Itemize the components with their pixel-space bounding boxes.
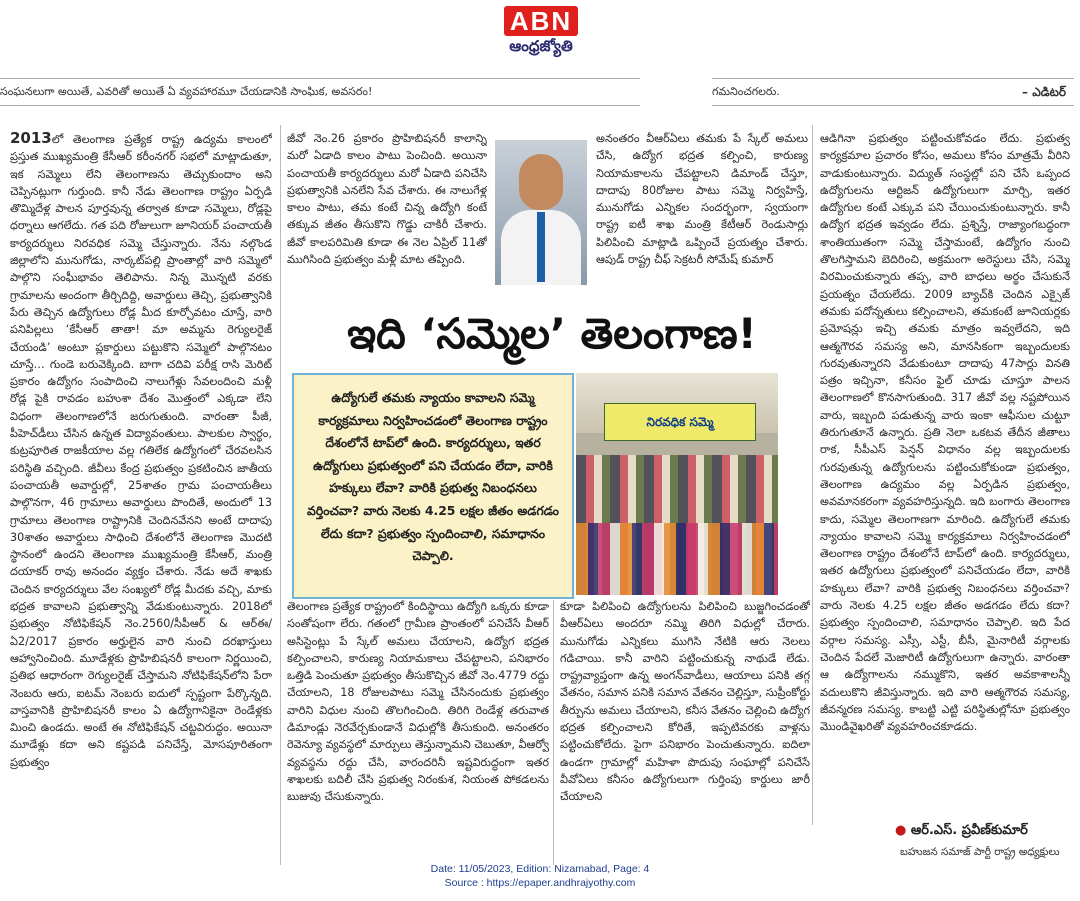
column-2-top-text: జీవో నెం.26 ప్రకారం ప్రొహిబిషనరీ కాలాన్ని మరో ఏడాది కాలం పాటు పెంచింది. అయినా పంచాయతీ కార్యదర్శులు మరో ఏడాది పనిచేసి ప్రభుత్వానికి ఎనలేని సేవ చేశారు. ఈ నాలుగేళ్ల కాలం పాటు, తమ కంటే చిన్న ఉద్యోగి కంటే తక్కువ జీతం తీసుకొని గొడ్డు చాకిరీ చేశారు. జీవో కాలపరిమితి కూడా ఈ నెల ఏప్రిల్ 11తో ముగిసింది ప్రభుత్వం మళ్లీ మాట తప్పింది. xyxy=(287,132,487,267)
strip-right-text: గమనించగలరు. xyxy=(712,85,780,98)
article-column-2-bottom xyxy=(287,598,549,866)
editor-label: – ఎడిటర్ xyxy=(1022,85,1066,99)
page-footer xyxy=(380,862,700,890)
article-column-4 xyxy=(820,130,1070,810)
author-byline xyxy=(895,823,1075,841)
pullquote-box xyxy=(292,373,574,599)
footer-source: Source : https://epaper.andhrajyothy.com xyxy=(444,877,636,889)
abn-logo xyxy=(495,6,587,66)
article-column-1 xyxy=(10,130,272,862)
column-4-text: ఆడిగినా ప్రభుత్వం పట్టించుకోవడం లేదు. ప్రభుత్వ కార్యక్రమాల ప్రచారం కోసం, అమలు కోసం మాత్రమే వీరిని వాడుకుంటున్నారు. విద్యుత్ సంస్థల్లో పని చేసే ఒప్పంద ఉద్యోగులను ఆర్టిజన్ ఉద్యోగులుగా మార్చి, ఇతర ఉద్యోగుల కంటే ఎక్కువ పని చేయించుకుంటున్నారు. కానీ ఉద్యోగ భద్రత ఇవ్వడం లేదు. ప్రశ్నిస్తే, రాజ్యాంగబద్ధంగా శాంతియుతంగా సమ్మె చేస్తామంటే, ఉద్యోగం నుంచి తొలగిస్తామని బెదిరించి, అక్రమంగా అరెస్టులు చేసి, సమ్మె విరమించుకున్నారు తప్ప, వారి బాధలు అర్థం చేసుకునే ప్రయత్నం చేయలేదు. 2009 బ్యాచ్‌కి చెందిన ఎక్సైజ్ తమకు పదోన్నతులు కల్పించాలని, తమకంటే జూనియర్లకు ప్రమోషన్లు ఇచ్చి తమకు మాత్రం ఇవ్వలేదని, ఇది ఆత్మగౌరవ సమస్య అని, మానసికంగా ఇబ్బందులకు గురవుతున్నారని వేడుకుంటూ దాదాపు 47సార్లు వినతి పత్రం ఇచ్చినా, కనీసం ఫైల్ చూడు చూస్తూ పాలన తెలంగాణలో కొనసాగుతుంది. 317 జీవో వల్ల నష్టపోయిన వారు, ఇబ్బంది పడుతున్న వారు ఇంకా ఆఫీసుల చుట్టూ తిరుగుతూనే ఉన్నారు. ప్రతి నెలా ఒకటవ తేదీన జీతాలు రాక, సీపీఎస్ పెన్షన్ విధానం వల్ల ఇబ్బందులకు గురవుతున్న ఉద్యోగులను పట్టించుకోకుండా ప్రభుత్వం, తెలంగాణ ఉద్యమం వల్ల ఏర్పడిన ప్రభుత్వం, అవమానకరంగా వ్యవహరిస్తున్నది. ఇది బంగారు తెలంగాణ కాదు, సమ్మెల తెలంగాణగా మారింది. ఉద్యోగులే తమకు న్యాయం కావాలని సమ్మె కార్యక్రమాలు నిర్వహించడంలో తెలంగాణ రాష్ట్రం దేశంలోనే టాప్‌లో ఉంది. కార్యదర్శులు, ఇతర ఉద్యోగులు ప్రభుత్వంలో పనిచేయడం లేదా, వారికి హక్కులు లేవా? వారికి ప్రభుత్వ నిబంధనలు వర్తించవా? వారు నెలకు 4.25 లక్షల జీతం అడగడం లేదు కదా? ప్రభుత్వం స్పందించాలి, సమాధానం చెప్పాలి. ఇది పేద వర్గాల సమస్య. ఎస్సీ, ఎస్టీ, బీసీ, మైనారిటీ వర్గాలకు చెందిన పేదలే మెజారిటీ ఉద్యోగులుగా ఉన్నారు. వారంతా ఆ ఉద్యోగాలను నమ్ముకొని, ఇతర అవకాశాలన్నీ వదులుకొని జీవిస్తున్నారు. ఇది వారి ఆత్మగౌరవ సమస్య, జీవన్మరణ సమస్య. కాబట్టి ఎట్టి పరిస్థితుల్లోనూ ప్రభుత్వం మొండివైఖరితో వ్యవహరించకూడదు. xyxy=(820,132,1070,734)
brand-name: ఆంధ్రజ్యోతి xyxy=(509,37,573,55)
article-column-3-bottom xyxy=(560,598,810,866)
logo-text: ABN xyxy=(504,6,578,36)
lead-year: 2013 xyxy=(10,130,52,147)
top-strip-left: సంఘనలుగా అయితే, ఎవరితో అయితే ఏ వ్యవహారమూ చేయడానికి సాంఘిక, అవసరం! xyxy=(0,78,640,106)
pullquote-text: ఉద్యోగులే తమకు న్యాయం కావాలని సమ్మె కార్యక్రమాలు నిర్వహించడంలో తెలంగాణ రాష్ట్రం దేశంలోనే టాప్‌లో ఉంది. కార్యదర్శులు, ఇతర ఉద్యోగులు ప్రభుత్వంలో పని చేయడం లేదా, వారికి హక్కులు లేవా? వారికి ప్రభుత్వ నిబంధనలు వర్తించవా? వారు నెలకు 4.25 లక్షల జీతం అడగడం లేదు కదా? ప్రభుత్వం స్పందించాలి, సమాధానం చెప్పాలి. xyxy=(307,390,559,564)
article-column-3-top xyxy=(596,130,808,300)
author-photo xyxy=(495,140,587,285)
author-title: బహుజన సమాజ్ పార్టీ రాష్ట్ర అధ్యక్షులు xyxy=(900,846,1060,858)
article-column-2-top xyxy=(287,130,487,300)
column-2-bottom-text: తెలంగాణ ప్రత్యేక రాష్ట్రంలో కిందిస్థాయి ఉద్యోగి ఒక్కరు కూడా సంతోషంగా లేరు. గతంలో గ్రామీణ ప్రాంతంలో పనిచేసే వీఆర్ అసిస్టెంట్లు పే స్కేల్ అమలు చేయాలని, ఉద్యోగ భద్రత కల్పించాలని, కారుణ్య నియామకాలు చేపట్టాలని, పనిభారం ఒత్తిడి పెంచుతూ ప్రభుత్వం తీసుకొచ్చిన జీవో నెం.4779 రద్దు చేయాలని, 18 రోజులపాటు సమ్మె చేసినందుకు ప్రభుత్వం వారిని విధుల నుంచి తొలగించింది. తిరిగి రెండేళ్ల తరువాత డిమాండ్లు నెరవేర్చకుండానే విధుల్లోకి తీసుకుంది. అనంతరం రెవెన్యూ వ్యవస్థలో మార్పులు తెస్తున్నామని చెబుతూ, వీఆర్వో వ్యవస్థను రద్దు చేసి, వారందరినీ ఇష్టవిరుద్ధంగా ఇతర శాఖలకు బదిలీ చేసి ప్రభుత్వ నిరంకుశ, నియంత పోకడలను బుజువు చేసుకున్నారు. xyxy=(287,600,549,804)
column-divider xyxy=(553,600,554,865)
column-1-text: లో తెలంగాణ ప్రత్యేక రాష్ట్ర ఉద్యమ కాలంలో ప్రస్తుత ముఖ్యమంత్రి కేసీఆర్ కరీంనగర్ సభలో మాట్లాడుతూ, ఇక సమ్మెలు లేని తెలంగాణను తెచ్చుకుందాం అని చెప్పినట్లుగా గుర్తుంది. కానీ నేడు తెలంగాణ రాష్ట్రం ఏర్పడి తొమ్మిదేళ్ల పాలన పూర్తవున్న తర్వాత కూడా సమ్మెలు, రోడ్లపై ధర్నాలు ఆగలేదు. గత పది రోజులుగా జూనియర్ పంచాయతీ కార్యదర్శులు నిరవధిక సమ్మె చేస్తున్నారు. నేను నల్గొండ జిల్లాలోని మునుగోడు, నార్కట్‌పల్లి ప్రాంతాల్లో వారి సమ్మెలో పాల్గొని సంఘీభావం తెలిపాను. నిన్న మొన్నటి వరకు గ్రామాలను అందంగా తీర్చిదిద్ది, అవార్డులు తెచ్చి, ప్రభుత్వానికి పేరు తెచ్చిన ఉద్యోగులు రోడ్ల మీద కూర్చోవటం చూస్తే, వారి పనిపిల్లలు ‘కేసీఆర్ తాతా! మా అమ్మను రెగ్యులరైజ్ చేయండి’ అంటూ ప్లకార్డులు పట్టుకొని సమ్మెలో పాల్గొనటం చూస్తే… గుండె బరువెక్కింది. బాగా చదివి పరీక్ష రాసి మెరిట్ ప్రకారం ఉద్యోగం సంపాదించి నాలుగేళ్లు సేవలందించి మళ్లీ రోడ్ల పైకి రావడం బహుశా దేశం మొత్తంలో ఎక్కడా లేని విధంగా తెలంగాణలోనే జరుగుతుంది. వారంతా పీజీ, పీహెచ్‌డీలు చేసిన ఉన్నత విద్యావంతులు. పాలకుల స్వార్థం, కుట్రపూరిత రాజకీయాల వల్ల గతిలేక ఉద్యోగంలో చేరవలసిన పరిస్థితి వచ్చింది. జీవీలు కేంద్ర ప్రభుత్వం ప్రకటించిన జాతీయ పంచాయతీ అవార్డుల్లో, 25శాతం గ్రామ పంచాయతీలు పాల్గొనగా, 46 గ్రామాలు అవార్డులు పొందితే, అందులో 13 గ్రామాలు తెలంగాణ రాష్ట్రానికి చెందినవేనని అంటే దాదాపు 30శాతం అవార్డులు సాధించి దేశంలోనే తెలంగాణ మొదటి స్థానంలో ఉందని తెలంగాణ ముఖ్యమంత్రి కేసీఆర్, మంత్రి దయాకర్ రావు అనందం వ్యక్తం చేశారు. నేడు అదే శాఖకు చెందిన కార్యదర్శులు వేల సంఖ్యలో రోడ్ల మీదకు వచ్చి, మాకు భద్రత కావాలని ప్రభుత్వాన్ని వేడుకుంటున్నారు. 2018లో ప్రభుత్వం నోటిఫికేషన్ నెం.2560/సీపీఆర్ & ఆర్ఈ/ఏ2/2017 ప్రకారం అర్హులైన వారి నుంచి దరఖాస్తులు ఆహ్వానించింది. మూడేళ్లకు ప్రొహిబిషనరీ కాలంగా నిర్ణయించి, ప్రతిభ ఆధారంగా రెగ్యులరైజ్ చేస్తామని నోటిఫికేషన్‌లోని పేరా నెంబరు ఆరు, ఐటమ్ నెంబరు ఐదులో స్పష్టంగా పేర్కొన్నది. వాస్తవానికి ప్రొహిబిషనరీ కాలం ఏ ఉద్యోగానికైనా రెండేళ్లకు మించి ఉండదు. అంటే ఈ నోటిఫికేషన్ చట్టవిరుద్ధం. అయినా మూడేళ్లు కదా అని కష్టపడి పనిచేస్తే, మోసపూరితంగా ప్రభుత్వం xyxy=(10,133,272,769)
protest-photo xyxy=(576,373,778,595)
top-strip-right xyxy=(712,78,1074,106)
column-divider xyxy=(812,125,813,825)
protest-banner: నిరవధిక సమ్మె xyxy=(604,403,756,441)
column-3-bottom-text: కూడా పిలిపించి ఉద్యోగులను పిలిపించి బుజ్జగించడంతో వీఆర్‌ఏలు అందరూ నమ్మి తిరిగి విధుల్లో చేరారు. మునుగోడు ఎన్నికలు ముగిసి నేటికి ఆరు నెలలు గడిచాయి. కానీ వారిని పట్టించుకున్న నాథుడే లేడు. రాష్ట్రవ్యాప్తంగా ఉన్న అంగన్‌వాడీలు, ఆయాలు పనికి తగ్గ వేతనం, సమాన పనికి సమాన వేతనం చెల్లిస్తూ, సుప్రీంకోర్టు తీర్పును అమలు చేయాలని, కనీస వేతనం చెల్లించి ఉద్యోగ భద్రత కల్పించాలని కోరితే, ఇప్పటివరకు వాళ్లను పట్టించుకోలేదు. పైగా పనిభారం పెంచుతున్నారు. ఐదిలా ఉండగా గ్రామాల్లో మహిళా పొదుపు సంఘాల్లో పనిచేసే వీవోఏలు కనీసం ఉద్యోగులుగా గుర్తింపు కార్డులు జారీ చేయాలని xyxy=(560,600,810,804)
footer-date: Date: 11/05/2023, Edition: Nizamabad, Page: 4 xyxy=(430,863,650,875)
author-name: ఆర్.ఎస్. ప్రవీణ్‌కుమార్ xyxy=(910,823,1028,838)
bullet-icon: ● xyxy=(895,823,911,838)
column-divider xyxy=(280,125,281,865)
headline: ఇది ‘సమ్మెల’ తెలంగాణ! xyxy=(347,309,757,358)
column-3-top-text: అనంతరం వీఆర్‌ఏలు తమకు పే స్కేల్ అమలు చేసి, ఉద్యోగ భద్రత కల్పించి, కారుణ్య నియామకాలను చేపట్టాలని డిమాండ్ చేస్తూ, దాదాపు 80రోజుల పాటు సమ్మె నిర్వహిస్తే, మునుగోడు ఎన్నికల సందర్భంగా, స్వయంగా రాష్ట్ర ఐటీ శాఖ మంత్రి కేటీఆర్ రెండుసార్లు పిలిపించి మాట్లాడి ఒప్పించే ప్రయత్నం చేశారు. ఆపుడ్ రాష్ట్ర చీఫ్ సెక్రటరీ సోమేష్ కుమార్ xyxy=(596,132,808,267)
